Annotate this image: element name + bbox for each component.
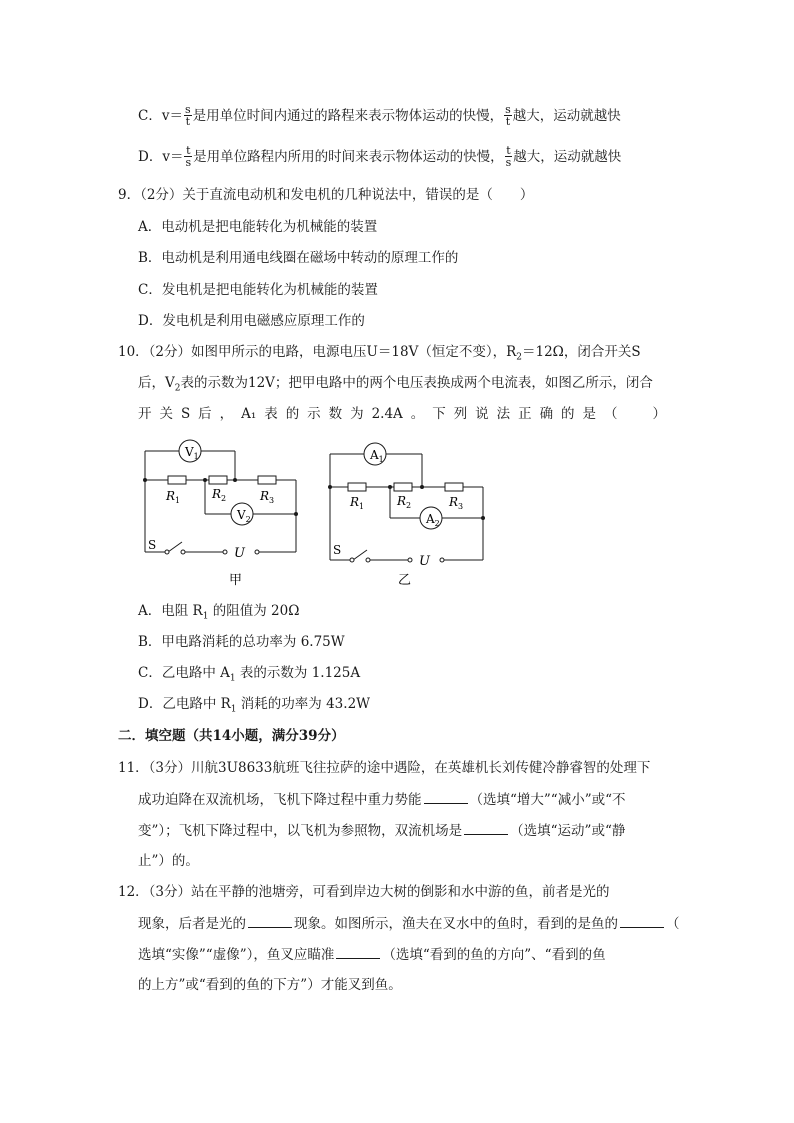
- q12-line1: 12．（3分）站在平静的池塘旁，可看到岸边大树的倒影和水中游的鱼，前者是光的: [118, 884, 610, 900]
- answer-blank[interactable]: [424, 790, 468, 804]
- fraction-t-over-s: $\frac{t}{s}$: [185, 144, 192, 169]
- q10-stem-line1: 10．（2分）如图甲所示的电路，电源电压U＝18V（恒定不变），$R_2=12\Omega$，闭合开关S: [118, 344, 641, 363]
- q9-option-c: C．发电机是把电能转化为机械能的装置: [138, 282, 378, 298]
- resistor-r1-label: $R_1$: [350, 495, 365, 511]
- section-heading: 二．填空题（共14小题，满分39分）: [118, 728, 345, 744]
- fraction-s-over-t: $\frac{s}{t}$: [505, 103, 511, 128]
- circuit-diagram-jia: [130, 432, 310, 592]
- q9-option-d: D．发电机是利用电磁感应原理工作的: [138, 313, 365, 329]
- q12-line3: 选填“实像”“虚像”），鱼叉应瞄准 （选填“看到的鱼的方向”、“看到的鱼: [138, 947, 606, 963]
- q10-stem-line3: 开 关 S 后 ， A₁ 表 的 示 数 为 2.4A 。 下 列 说 法 正 确 的 是 （ ）: [138, 406, 666, 422]
- q11-line4: 止”）的。: [138, 853, 199, 869]
- meter-a2-label: $A_2$: [426, 512, 440, 528]
- q10-option-d: D．乙电路中 $R_1$ 消耗的功率为 43.2W: [138, 696, 371, 715]
- answer-blank[interactable]: [620, 914, 664, 928]
- q11-line3: 变”）；飞机下降过程中，以飞机为参照物，双流机场是 （选填“运动”或“静: [138, 823, 626, 839]
- source-label: U: [419, 554, 430, 569]
- circuit-diagram-yi: [315, 432, 495, 592]
- switch-label: S: [148, 538, 157, 552]
- q8-option-d: D．v＝ $\frac{t}{s}$ 是用单位路程内所用的时间来表示物体运动的快慢， $\frac{t}{s}$ 越大，运动就越快: [138, 144, 622, 169]
- resistor-r1-label: $R_1$: [166, 489, 181, 505]
- q10-option-b: B．甲电路消耗的总功率为 6.75W: [138, 634, 345, 650]
- q12-line4: 的上方”或“看到的鱼的下方”）才能叉到鱼。: [138, 977, 402, 993]
- resistor-r2-label: $R_2$: [397, 494, 412, 510]
- q10-option-a: A．电阻 $R_1$ 的阻值为 20Ω: [138, 603, 300, 622]
- resistor-r3-label: $R_3$: [449, 495, 464, 511]
- q12-line2: 现象，后者是光的 现象。如图所示，渔夫在叉水中的鱼时，看到的是鱼的 （: [138, 916, 680, 932]
- q11-line1: 11．（3分）川航3U8633航班飞往拉萨的途中遇险，在英雄机长刘传健冷静睿智的处理下: [118, 760, 651, 776]
- q10-stem-line2: 后，$V_2$表的示数为12V；把甲电路中的两个电压表换成两个电流表，如图乙所示，闭合: [138, 375, 653, 394]
- answer-blank[interactable]: [336, 945, 380, 959]
- fraction-t-over-s: $\frac{t}{s}$: [505, 144, 512, 169]
- q11-line2: 成功迫降在双流机场，飞机下降过程中重力势能 （选填“增大”“减小”或“不: [138, 792, 626, 808]
- source-label: U: [234, 546, 245, 561]
- answer-blank[interactable]: [248, 914, 292, 928]
- q9-option-a: A．电动机是把电能转化为机械能的装置: [138, 219, 378, 235]
- meter-a1-label: $A_1$: [370, 448, 384, 464]
- q9-stem: 9．（2分）关于直流电动机和发电机的几种说法中，错误的是（ ）: [118, 187, 534, 203]
- q9-option-b: B．电动机是利用通电线圈在磁场中转动的原理工作的: [138, 250, 459, 266]
- switch-label: S: [333, 543, 342, 557]
- resistor-r3-label: $R_3$: [260, 489, 275, 505]
- meter-v1-label: $V_1$: [185, 445, 199, 461]
- q10-option-c: C．乙电路中 $A_1$ 表的示数为 1.125A: [138, 665, 361, 684]
- resistor-r2-label: $R_2$: [212, 487, 227, 503]
- caption-jia: 甲: [229, 573, 243, 588]
- caption-yi: 乙: [398, 573, 412, 588]
- meter-v2-label: $V_2$: [237, 508, 251, 524]
- answer-blank[interactable]: [464, 821, 508, 835]
- fraction-s-over-t: $\frac{s}{t}$: [184, 103, 191, 128]
- q8-option-c: C．v＝ $\frac{s}{t}$ 是用单位时间内通过的路程来表示物体运动的快慢， $\frac{s}{t}$ 越大，运动就越快: [138, 103, 621, 128]
